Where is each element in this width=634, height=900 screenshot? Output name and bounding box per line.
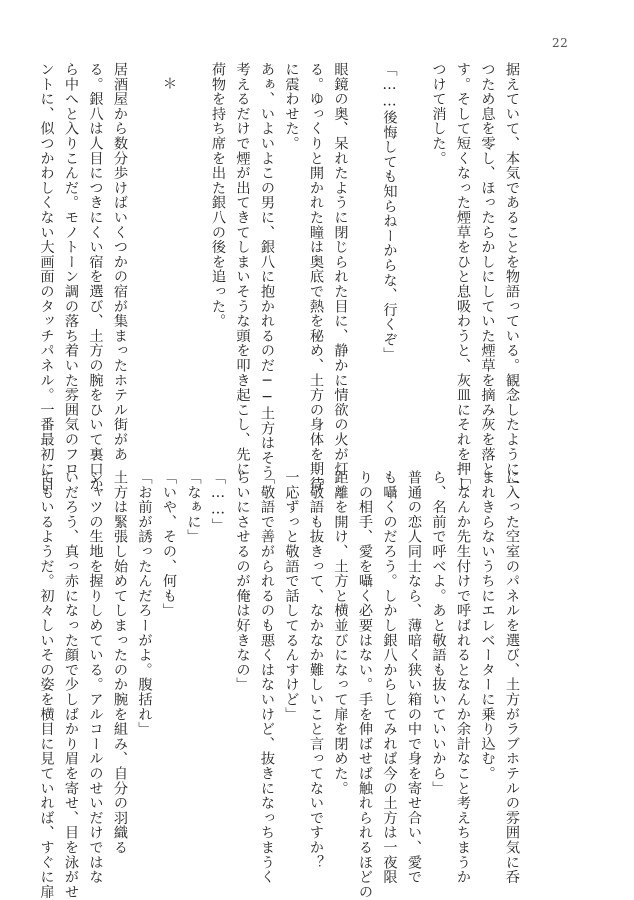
dialogue-line: 「お前が誘ったんだろーがよ。腹括れ」 [136, 470, 153, 737]
text-line: 普通の恋人同士なら、薄暗く狭い箱の中で身を寄せ合い、愛で [406, 470, 422, 885]
text-line: 土方は緊張し始めてしまったのか腕を組み、自分の羽織る [112, 470, 128, 855]
text-line: まれきらないうちにエレベーターに乗り込む。 [479, 470, 496, 781]
text-line: も囁くのだろう。しかし銀八からしてみれば今の土方は一夜限 [381, 470, 398, 885]
text-line: シャツの生地を握りしめている。アルコールのせいだけではな [87, 470, 104, 885]
text-line: りの相手、愛を囁く必要はない。手を伸ばせば触れられるほどの [357, 470, 373, 900]
text-line: に震わせた。 [283, 62, 300, 151]
dialogue-line: 「敬語も抜きって、なかなか難しいこと言ってないですか？ [308, 470, 324, 870]
text-line: 荷物を持ち席を出た銀八の後を追った。 [210, 62, 226, 329]
text-column-top [38, 62, 524, 492]
dialogue-line: 「……後悔しても知らねーからな、行くぞ」 [381, 62, 398, 362]
blank-line [132, 62, 157, 406]
text-line: 眼鏡の奥、呆れたように閉じられた目に、静かに情欲の火が灯 [332, 62, 349, 477]
text-column-bottom [38, 470, 524, 900]
dialogue-line: らいにさせるのが俺は好きなの」 [234, 470, 251, 692]
text-line: つけて消した。 [430, 62, 447, 166]
text-line: 距離を開け、土方と横並びになって扉を閉めた。 [332, 470, 349, 796]
text-line: あぁ、いよいよこの男に、銀八に抱かれるのだ──土方はそう [259, 62, 275, 480]
text-line: ントに、似つかわしくない大画面のタッチパネル。一番最初に目 [38, 62, 55, 492]
blank-line [181, 62, 206, 406]
dialogue-line: 一応ずっと敬語で話してるんすけど」 [283, 470, 300, 722]
blank-line [353, 62, 378, 406]
page-number: 22 [552, 36, 569, 50]
section-break-asterisk: ＊ [161, 76, 177, 91]
dialogue-line: 「敬語で善がられるのも悪くはないけど、抜きになっちまうく [259, 470, 275, 885]
blank-line [402, 62, 427, 406]
dialogue-line: 「なぁに」 [185, 470, 202, 544]
text-line: る。ゆっくりと開かれた瞳は奥底で熱を秘め、土方の身体を期待 [308, 62, 324, 492]
dialogue-line: 「いや、その、何も」 [161, 470, 177, 618]
dialogue-line: ら、名前で呼べよ。あと敬語も抜いていいから」 [430, 470, 447, 796]
text-line: 据えていて、本気であることを物語っている。観念したように一 [504, 62, 520, 492]
text-line: いだろう、真っ赤になった顔で少しばかり眉を寄せ、目を泳がせ [63, 470, 79, 900]
text-line: に入った空室のパネルを選び、土方がラブホテルの雰囲気に呑 [504, 470, 520, 885]
text-line: 考えるだけで煙が出てきてしまいそうな頭を叩き起こし、先に [234, 62, 251, 477]
text-line: つため息を零し、ほったらかしにしていた煙草を摘み灰を落と [479, 62, 496, 477]
dialogue-line: 「なんか先生付けで呼ばれるとなんか余計なこと考えちまうか [455, 470, 471, 885]
dialogue-line: 「……」 [210, 470, 226, 533]
text-line: 居酒屋から数分歩けばいくつかの宿が集まったホテル街があ [112, 62, 128, 462]
text-line: る。銀八は人目につきにくい宿を選び、土方の腕をひいて裏口か [87, 62, 104, 492]
text-line: す。そして短くなった煙草をひと息吸わうと、灰皿にそれを押し [455, 62, 471, 492]
text-line: てもいるようだ。初々しいその姿を横目に見ていれば、すぐに扉 [38, 470, 55, 900]
text-line: ら中へと入りこんだ。モノトーン調の落ち着いた雰囲気のフロ [63, 62, 79, 477]
